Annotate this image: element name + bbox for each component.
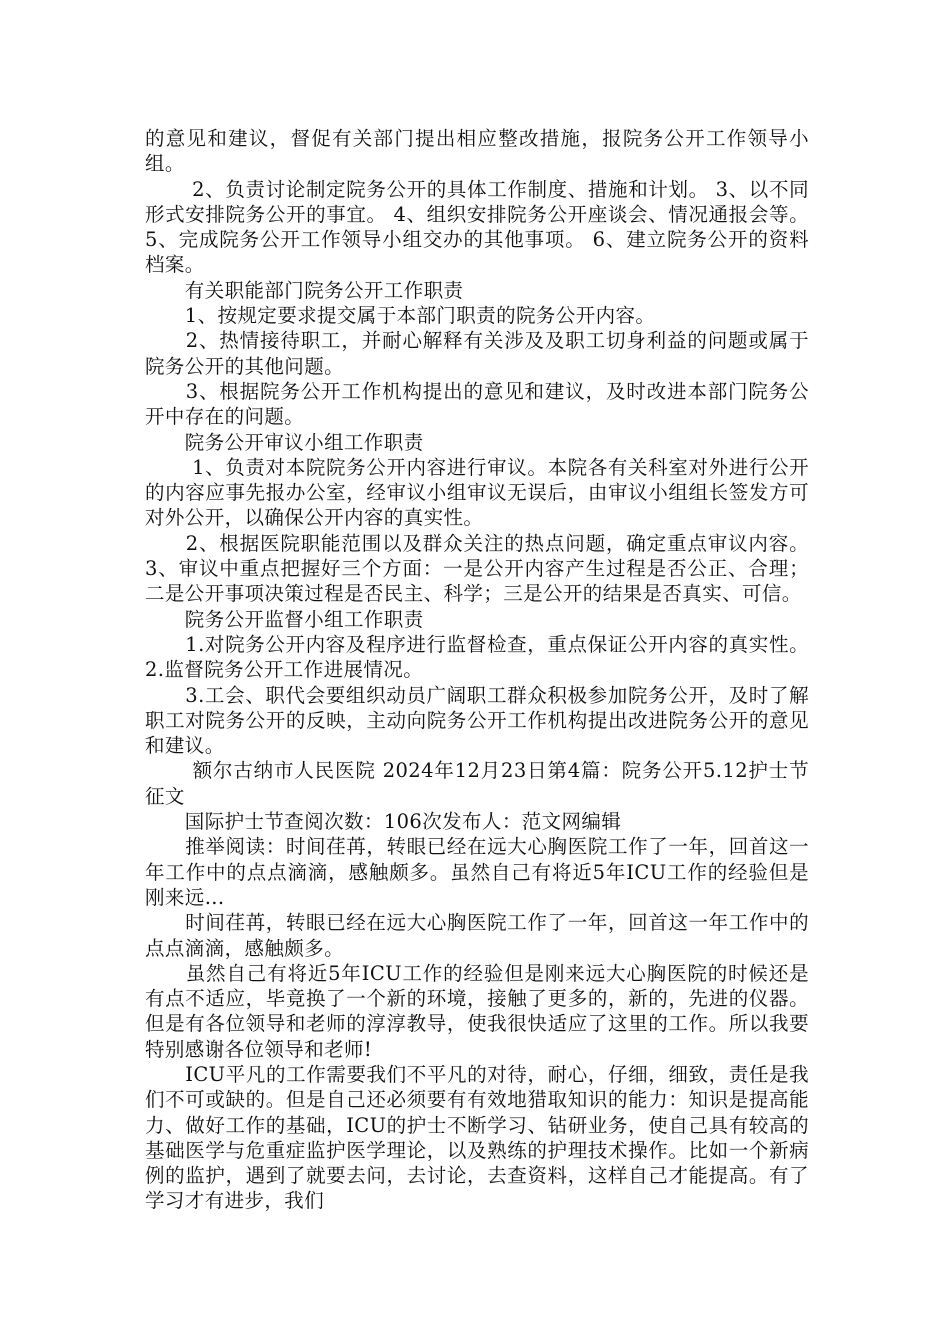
paragraph-2: 2、负责讨论制定院务公开的具体工作制度、措施和计划。 3、以不同形式安排院务公开的事宜。 4、组织安排院务公开座谈会、情况通报会等。 5、完成院务公开工作领导小组交办的其他事项。 6、建立院务公开的资料档案。	[145, 177, 816, 277]
section-heading-supervision-group: 院务公开监督小组工作职责	[145, 607, 424, 631]
paragraph-8: 1、负责对本院院务公开内容进行审议。本院各有关科室对外进行公开的内容应事先报办公室，经审议小组审议无误后，由审议小组组长签发方可对外公开，以确保公开内容的真实性。	[145, 455, 809, 530]
paragraph-1: 的意见和建议，督促有关部门提出相应整改措施，报院务公开工作领导小组。	[145, 127, 809, 176]
paragraph-5: 2、热情接待职工，并耐心解释有关涉及及职工切身利益的问题或属于院务公开的其他问题。	[145, 329, 809, 378]
signature-and-next-title: 额尔古纳市人民医院 2024年12月23日第4篇：院务公开5.12护士节征文	[145, 759, 809, 808]
paragraph-9: 2、根据医院职能范围以及群众关注的热点问题，确定重点审议内容。 3、审议中重点把握好三个方面：一是公开内容产生过程是否公正、合理；二是公开事项决策过程是否民主、科学；三是公开的结果是否真实、可信。	[145, 531, 816, 606]
document-body	[145, 126, 816, 1214]
section-heading-departments: 有关职能部门院务公开工作职责	[145, 278, 464, 302]
section-heading-review-group: 院务公开审议小组工作职责	[145, 430, 424, 454]
paragraph-17: 虽然自己有将近5年ICU工作的经验但是刚来远大心胸医院的时候还是有点不适应，毕竟换了一个新的环境，接触了更多的，新的，先进的仪器。但是有各位领导和老师的淳淳教导，使我很快适应了这里的工作。所以我要特别感谢各位领导和老师!	[145, 961, 809, 1061]
article-meta: 国际护士节查阅次数：106次发布人：范文网编辑	[145, 810, 622, 834]
paragraph-12: 3.工会、职代会要组织动员广阔职工群众积极参加院务公开，及时了解职工对院务公开的反映，主动向院务公开工作机构提出改进院务公开的意见和建议。	[145, 683, 809, 758]
paragraph-18: ICU平凡的工作需要我们不平凡的对待，耐心，仔细，细致，责任是我们不可或缺的。但是自己还必须要有有效地猎取知识的能力：知识是提高能力、做好工作的基础，ICU的护士不断学习、钻研业务，使自己具有较高的基础医学与危重症监护医学理论，以及熟练的护理技术操作。比如一个新病例的监护，遇到了就要去问，去讨论，去查资料，这样自己才能提高。有了学习才有进步，我们	[145, 1062, 809, 1213]
paragraph-4: 1、按规定要求提交属于本部门职责的院务公开内容。	[145, 304, 656, 328]
paragraph-11: 1.对院务公开内容及程序进行监督检查，重点保证公开内容的真实性。 2.监督院务公开工作进展情况。	[145, 632, 816, 682]
paragraph-6: 3、根据院务公开工作机构提出的意见和建议，及时改进本部门院务公开中存在的问题。	[145, 379, 809, 429]
paragraph-16: 时间荏苒，转眼已经在远大心胸医院工作了一年，回首这一年工作中的点点滴滴，感触颇多。	[145, 911, 809, 960]
recommended-reading: 推举阅读：时间荏苒，转眼已经在远大心胸医院工作了一年，回首这一年工作中的点点滴滴，感触颇多。虽然自己有将近5年ICU工作的经验但是刚来远...	[145, 835, 809, 909]
